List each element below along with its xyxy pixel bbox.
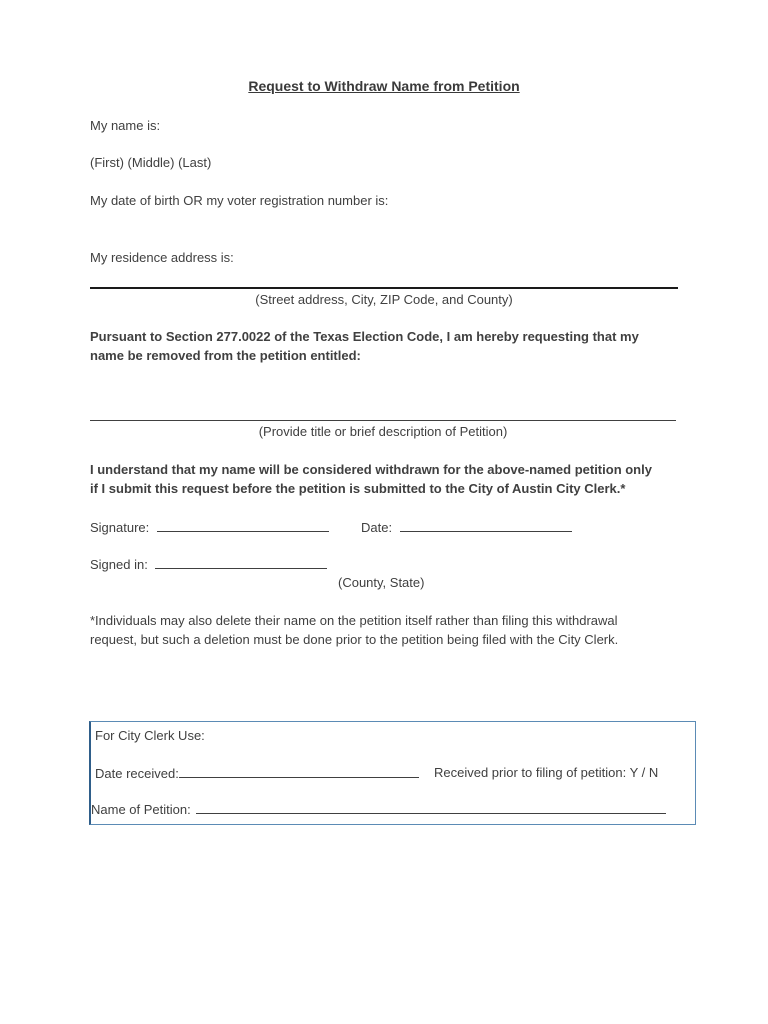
pursuant-line-2: name be removed from the petition entitled: [90, 348, 361, 363]
signature-field[interactable] [157, 519, 329, 532]
understand-line-2: if I submit this request before the petition is submitted to the City of Austin City Clerk.* [90, 481, 626, 496]
understand-line-1: I understand that my name will be considered withdrawn for the above-named petition only [90, 462, 652, 477]
name-of-petition-field[interactable] [196, 801, 666, 814]
dob-label: My date of birth OR my voter registration number is: [90, 193, 389, 208]
footnote-line-2: request, but such a deletion must be done prior to the petition being filed with the City Clerk. [90, 632, 619, 647]
received-prior-label: Received prior to filing of petition: Y / N [434, 765, 659, 780]
signature-label: Signature: [90, 520, 150, 535]
date-received-row [95, 765, 419, 781]
footnote-line-1: *Individuals may also delete their name on the petition itself rather than filing this withdrawal [90, 613, 618, 628]
clerk-box-heading: For City Clerk Use: [95, 728, 205, 743]
name-parts-label: (First) (Middle) (Last) [90, 155, 212, 170]
name-of-petition-label: Name of Petition: [91, 802, 191, 817]
city-clerk-box [89, 721, 696, 825]
date-row [361, 519, 572, 535]
petition-title-line[interactable] [90, 420, 676, 421]
address-line[interactable] [90, 287, 678, 289]
address-label: My residence address is: [90, 250, 234, 265]
signature-row [90, 519, 329, 535]
date-field[interactable] [400, 519, 572, 532]
signed-in-label: Signed in: [90, 557, 148, 572]
page-title: Request to Withdraw Name from Petition [248, 78, 520, 94]
my-name-label: My name is: [90, 118, 161, 133]
signed-in-row [90, 556, 327, 572]
date-label: Date: [361, 520, 393, 535]
pursuant-line-1: Pursuant to Section 277.0022 of the Texas Election Code, I am hereby requesting that my [90, 329, 639, 344]
date-received-field[interactable] [179, 765, 419, 778]
petition-caption: (Provide title or brief description of Petition) [258, 424, 508, 439]
name-of-petition-row [91, 801, 666, 817]
date-received-label: Date received: [95, 766, 179, 781]
signed-in-field[interactable] [155, 556, 327, 569]
county-state-caption: (County, State) [338, 575, 425, 590]
address-caption: (Street address, City, ZIP Code, and County) [255, 292, 513, 307]
